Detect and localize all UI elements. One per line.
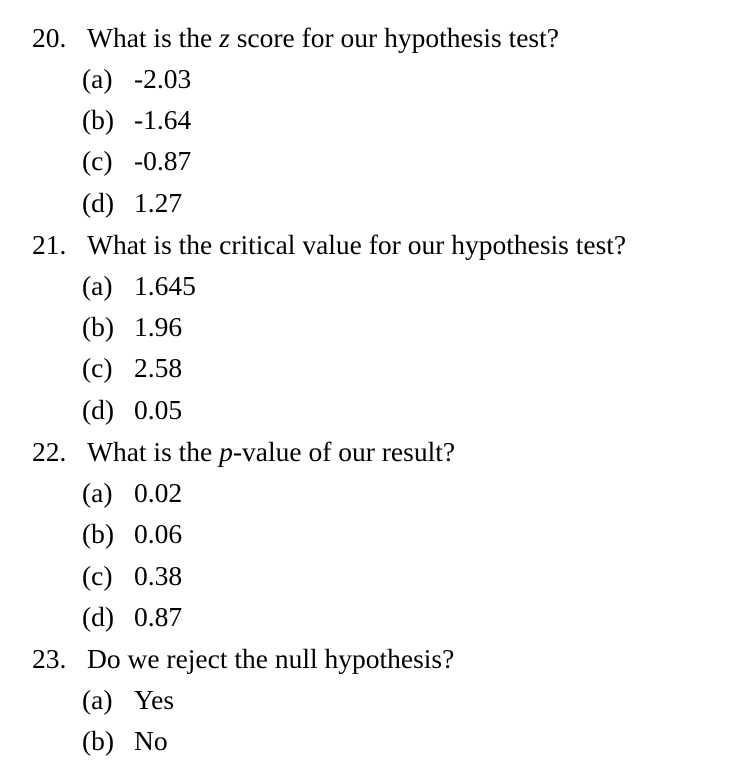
option-value: No (134, 725, 168, 756)
option-value: Yes (134, 684, 175, 715)
option-item (82, 514, 182, 554)
option-value: -1.64 (134, 104, 192, 135)
option-item (82, 59, 191, 99)
question-number: 21. (32, 229, 67, 260)
option-item (82, 680, 174, 720)
option-label: (a) (82, 270, 113, 301)
option-item (82, 556, 182, 596)
option-value: -0.87 (134, 145, 192, 176)
question-text: Do we reject the null hypothesis? (87, 643, 455, 674)
question-23-stem (32, 639, 454, 679)
option-value: 0.06 (134, 518, 183, 549)
question-text: What is the (87, 22, 220, 53)
option-value: -2.03 (134, 63, 192, 94)
option-label: (c) (82, 145, 113, 176)
option-label: (a) (82, 477, 113, 508)
question-20-stem (32, 18, 559, 58)
option-value: 1.96 (134, 311, 183, 342)
option-item (82, 721, 168, 761)
option-item (82, 266, 196, 306)
option-value: 1.645 (134, 270, 196, 301)
option-item (82, 390, 182, 430)
option-value: 1.27 (134, 187, 183, 218)
option-label: (b) (82, 311, 115, 342)
question-text-end: -value of our result? (232, 436, 456, 467)
option-value: 0.05 (134, 394, 183, 425)
option-value: 0.87 (134, 601, 183, 632)
option-value: 0.38 (134, 560, 183, 591)
option-label: (d) (82, 187, 115, 218)
option-label: (b) (82, 518, 115, 549)
option-item (82, 307, 182, 347)
option-item (82, 473, 182, 513)
question-text: What is the critical value for our hypothesis test? (87, 229, 627, 260)
option-label: (b) (82, 725, 115, 756)
option-label: (b) (82, 104, 115, 135)
question-22-stem (32, 432, 455, 472)
option-item (82, 597, 182, 637)
question-variable: p (219, 436, 233, 467)
option-label: (c) (82, 352, 113, 383)
option-label: (a) (82, 684, 113, 715)
option-label: (d) (82, 394, 115, 425)
question-variable: z (219, 22, 230, 53)
option-label: (a) (82, 63, 113, 94)
question-number: 22. (32, 436, 67, 467)
option-item (82, 100, 191, 140)
option-value: 2.58 (134, 352, 183, 383)
option-item (82, 348, 182, 388)
option-label: (d) (82, 601, 115, 632)
option-value: 0.02 (134, 477, 183, 508)
question-text-end: score for our hypothesis test? (229, 22, 559, 53)
option-item (82, 183, 182, 223)
question-21-stem (32, 225, 626, 265)
option-item (82, 141, 191, 181)
option-label: (c) (82, 560, 113, 591)
question-number: 20. (32, 22, 67, 53)
question-text: What is the (87, 436, 220, 467)
question-number: 23. (32, 643, 67, 674)
